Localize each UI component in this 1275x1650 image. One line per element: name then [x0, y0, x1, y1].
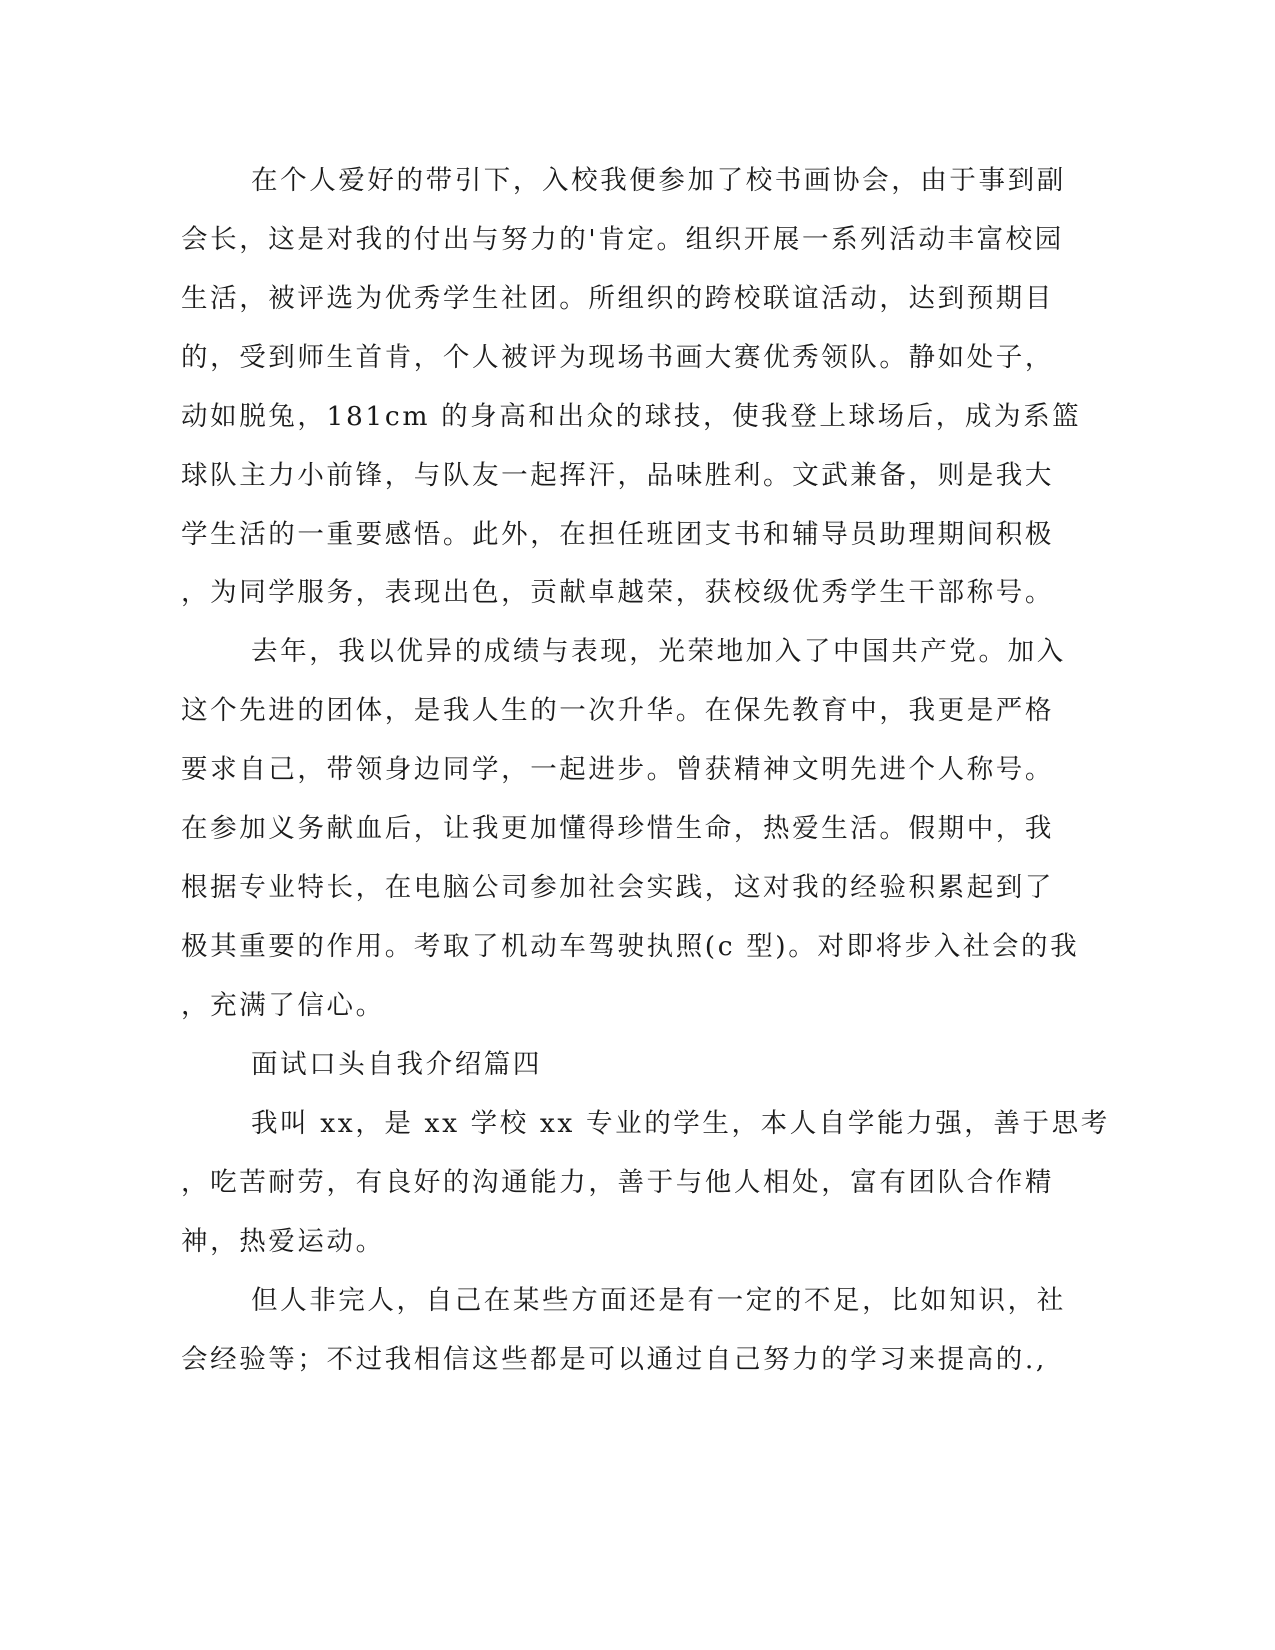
text-line: 在参加义务献血后，让我更加懂得珍惜生命，热爱生活。假期中，我	[181, 813, 1054, 844]
text-line: 去年，我以优异的成绩与表现，光荣地加入了中国共产党。加入	[251, 636, 1066, 667]
text-line: 学生活的一重要感悟。此外，在担任班团支书和辅导员助理期间积极	[181, 519, 1054, 550]
text-line: 但人非完人，自己在某些方面还是有一定的不足，比如知识，社	[251, 1285, 1066, 1316]
text-line: 会经验等；不过我相信这些都是可以通过自己努力的学习来提高的.,	[181, 1344, 1047, 1375]
text-line: 会长，这是对我的付出与努力的'肯定。组织开展一系列活动丰富校园	[181, 224, 1064, 255]
text-line: 球队主力小前锋，与队友一起挥汗，品味胜利。文武兼备，则是我大	[181, 460, 1054, 491]
text-line: 动如脱兔，181cm 的身高和出众的球技，使我登上球场后，成为系篮	[181, 401, 1082, 432]
section-heading: 面试口头自我介绍篇四	[251, 1049, 542, 1080]
text-line: 我叫 xx，是 xx 学校 xx 专业的学生，本人自学能力强，善于思考	[251, 1108, 1110, 1139]
text-line: ，充满了信心。	[181, 990, 385, 1021]
text-line: 这个先进的团体，是我人生的一次升华。在保先教育中，我更是严格	[181, 695, 1054, 726]
text-line: 根据专业特长，在电脑公司参加社会实践，这对我的经验积累起到了	[181, 872, 1054, 903]
text-line: ，吃苦耐劳，有良好的沟通能力，善于与他人相处，富有团队合作精	[181, 1167, 1054, 1198]
text-line: 的，受到师生首肯，个人被评为现场书画大赛优秀领队。静如处子，	[181, 342, 1054, 373]
text-line: 神，热爱运动。	[181, 1226, 385, 1257]
text-line: ，为同学服务，表现出色，贡献卓越荣，获校级优秀学生干部称号。	[181, 577, 1054, 608]
text-line: 在个人爱好的带引下，入校我便参加了校书画协会，由于事到副	[251, 165, 1066, 196]
text-line: 极其重要的作用。考取了机动车驾驶执照(c 型)。对即将步入社会的我	[181, 931, 1080, 962]
text-line: 生活，被评选为优秀学生社团。所组织的跨校联谊活动，达到预期目	[181, 283, 1054, 314]
text-line: 要求自己，带领身边同学，一起进步。曾获精神文明先进个人称号。	[181, 754, 1054, 785]
